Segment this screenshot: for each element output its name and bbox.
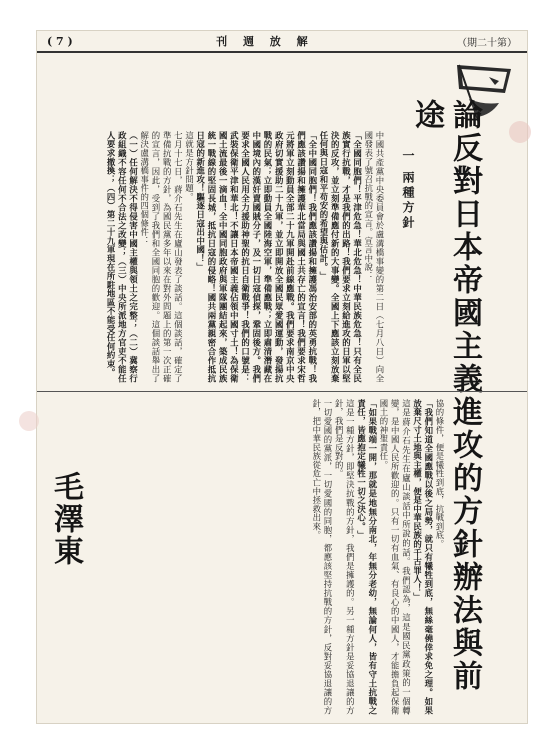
- quote-paragraph: 「全國同胞們！平津危急！華北危急！中華民族危急！只有全民族實行抗戰，才是我們的出路！我們要求立刻給進攻的日軍以堅決的反攻，並立刻準備應付新的大事變。全國上下應該立刻放棄任何與日寇和平苟安的希望與估計。」: [318, 131, 363, 383]
- paragraph: 七月十七日，蔣介石先生在廬山發表了談話。這個談話，確定了準備抗戰的方針，為國民黨多年以來在對外問題上的第一次正確的宣言，因此，受到了我們和全國同胞的歡迎。這個談話舉出了解決盧溝橋事件的四個條件：: [139, 131, 184, 383]
- paragraph: 中國共產黨中央委員會於盧溝橋事變的第二日（七月八日）向全國發表了號召抗戰的宣言。宣言中說：: [363, 131, 385, 383]
- paragraph: 協的條件，便是犧牲到底，抗戰到底。: [435, 399, 445, 549]
- author-signature: 毛澤東: [48, 471, 83, 567]
- paragraph: （一）任何解決不得侵害中國主權與領土之完整；（二）冀察行政組織不容任何不合法之改變；（三）中央所派地方官吏不能任人要求撤換；（四）第二十九軍現在所駐地區不能受任何約束。: [106, 131, 139, 383]
- seal-stamp: [509, 121, 531, 143]
- seal-stamp: [19, 411, 39, 431]
- publication-name: 刊 週 放 解: [216, 35, 314, 48]
- page-header: [37, 31, 527, 53]
- quote-paragraph: 「我們知道全國應戰以後之局勢，就只有犧牲到底，無絲毫僥倖求免之理。如果放棄尺寸土地與主權，便是中華民族的千古罪人！」: [412, 399, 434, 715]
- quote-paragraph: 「如果戰端一開，那就是地無分南北，年無分老幼，無論何人，皆有守土抗戰之責任，皆應抱定犧牲一切之決心。」: [356, 399, 378, 715]
- article-title: 論反對日本帝國主義進攻的方針辦法與前途: [409, 99, 482, 693]
- upper-text-block: [45, 131, 385, 383]
- paragraph: 這是一種方針，即堅決抗戰的方針，我們是擁護的。另一種方針是妥協退讓的方針，我們是反對的。: [334, 399, 356, 715]
- paragraph: 這就是方針問題。: [184, 131, 195, 202]
- lower-text-block: [93, 399, 445, 715]
- newspaper-page: [36, 30, 528, 724]
- section-heading: 一 兩種方針: [401, 149, 415, 232]
- page-number: ( 7 ): [47, 34, 73, 48]
- section-divider: [37, 391, 527, 392]
- paragraph: 一切愛國的黨派，一切愛國的同胞，都應該堅持抗戰的方針，反對妥協退讓的方針，把中華民族從危亡中拯救出來。: [311, 399, 333, 715]
- issue-number: （期二十第）: [456, 37, 517, 49]
- paragraph: 這是蔣介石先生在廬山談話中所說的話。我們認為，這是國民黨政策的一個轉變，是中國人民所歡迎的。只有一切有血氣、有良心的中國人，才能擔負起保衛國土的神聖責任。: [378, 399, 412, 715]
- quote-paragraph: 「全中國同胞們！我們應該讚揚和擁護馮治安部的英勇抗戰！我們應該讚揚和擁護華北當局與國土共存亡的宣言！我們要求宋哲元將軍立刻動員全部二十九軍開赴前線應戰。我們要求南京中央政府切實援助二十九軍，並立即開放全國民眾愛國運動，發揚抗戰的民氣；立即動員全國陸海空軍，準備應戰；立即肅清潛藏在中國境內的漢奸賣國賊分子，及一切日寇偵探，鞏固後方。我們要求全國人民用全力援助神聖的抗日自衛戰爭！我們的口號是：武裝保衛平津和華北！不讓日本帝國主義佔領中國寸土！為保衛國土流最後一滴血！全中國同胞政府與軍隊團結起來，築成民族統一戰線的堅固長城，抵抗日寇的侵略！國共兩黨親密合作抵抗日寇的新進攻！驅逐日寇出中國！」: [195, 131, 318, 383]
